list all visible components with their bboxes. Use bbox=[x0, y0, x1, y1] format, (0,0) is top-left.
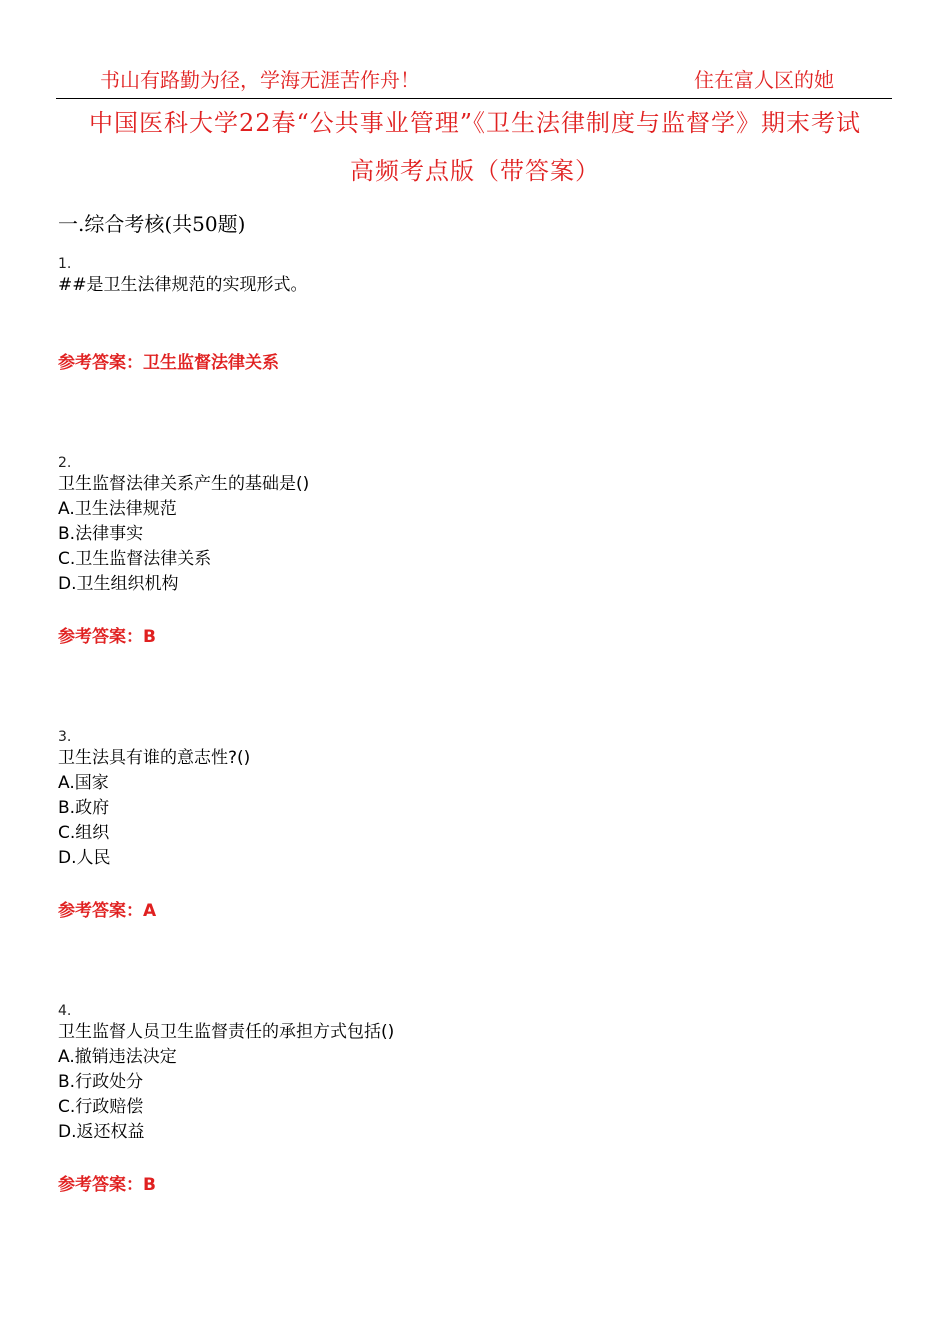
question-number: 2. bbox=[58, 455, 72, 471]
question-number: 3. bbox=[58, 729, 72, 745]
question-stem: 卫生监督人员卫生监督责任的承担方式包括() bbox=[58, 1022, 395, 1042]
option-d: D.卫生组织机构 bbox=[58, 574, 179, 594]
option-b: B.行政处分 bbox=[58, 1072, 144, 1092]
question-stem: 卫生法具有谁的意志性?() bbox=[58, 748, 251, 768]
answer-2: 参考答案：B bbox=[58, 627, 156, 647]
question-stem: ##是卫生法律规范的实现形式。 bbox=[58, 275, 308, 295]
option-c: C.卫生监督法律关系 bbox=[58, 549, 212, 569]
section-heading: 一.综合考核(共50题) bbox=[58, 212, 246, 236]
option-c: C.组织 bbox=[58, 823, 110, 843]
document-title: 中国医科大学22春“公共事业管理”《卫生法律制度与监督学》期末考试 bbox=[88, 109, 862, 137]
option-a: A.国家 bbox=[58, 773, 109, 793]
option-a: A.卫生法律规范 bbox=[58, 499, 177, 519]
answer-3: 参考答案：A bbox=[58, 901, 157, 921]
question-number: 1. bbox=[58, 256, 72, 272]
option-c: C.行政赔偿 bbox=[58, 1097, 144, 1117]
header-divider bbox=[56, 98, 892, 99]
option-a: A.撤销违法决定 bbox=[58, 1047, 177, 1067]
option-d: D.人民 bbox=[58, 848, 111, 868]
option-b: B.法律事实 bbox=[58, 524, 144, 544]
question-stem: 卫生监督法律关系产生的基础是() bbox=[58, 474, 310, 494]
header-motto: 书山有路勤为径，学海无涯苦作舟！ bbox=[100, 68, 420, 92]
option-b: B.政府 bbox=[58, 798, 110, 818]
question-1 bbox=[58, 255, 898, 298]
answer-4: 参考答案：B bbox=[58, 1175, 156, 1195]
question-4 bbox=[58, 1002, 898, 1145]
question-3 bbox=[58, 728, 898, 871]
header-author: 住在富人区的她 bbox=[694, 68, 834, 92]
document-subtitle: 高频考点版（带答案） bbox=[350, 157, 600, 185]
answer-1: 参考答案：卫生监督法律关系 bbox=[58, 353, 279, 373]
question-number: 4. bbox=[58, 1003, 72, 1019]
question-2 bbox=[58, 454, 898, 597]
option-d: D.返还权益 bbox=[58, 1122, 145, 1142]
